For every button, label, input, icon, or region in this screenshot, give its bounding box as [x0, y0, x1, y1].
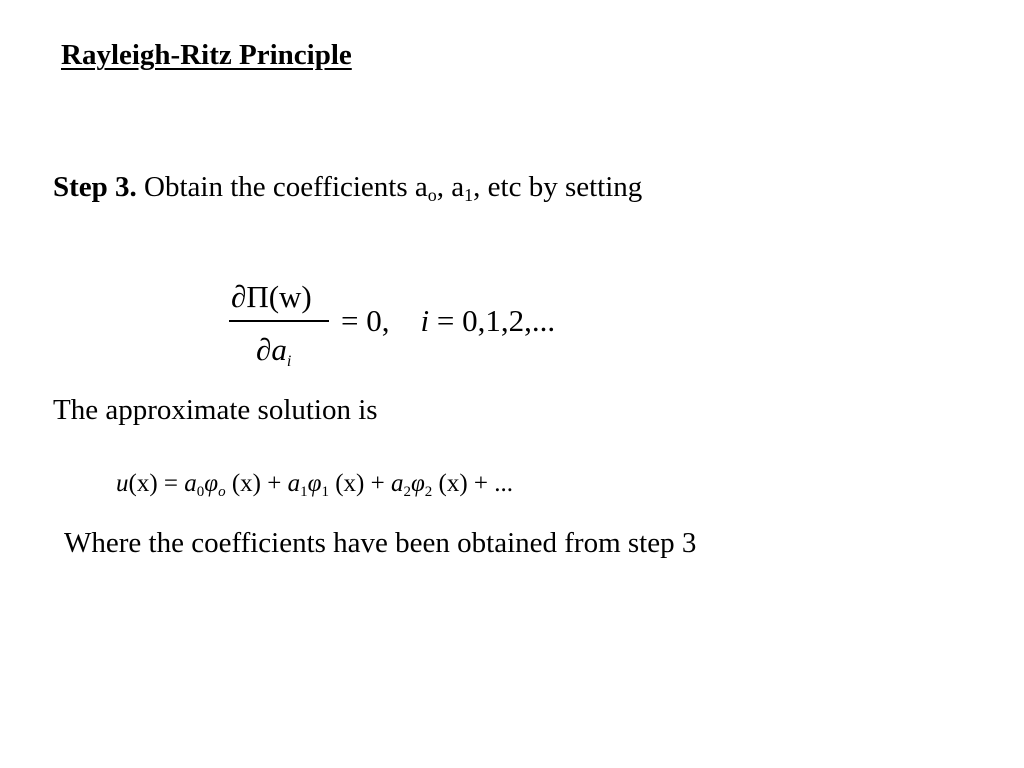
a2-sub: 2 [403, 484, 411, 500]
closing-statement: Where the coefficients have been obtained from step 3 [64, 527, 697, 559]
step-instruction [53, 171, 642, 204]
fraction-denominator [256, 332, 291, 368]
term1-arg: (x) + [328, 470, 391, 497]
term2-arg: (x) + ... [432, 470, 514, 497]
denominator-sub: i [286, 353, 292, 370]
solution-intro: The approximate solution is [53, 394, 378, 426]
u-symbol: u [116, 470, 129, 497]
a0-sub: 0 [196, 484, 205, 500]
step-text-before: Obtain the coefficients a [136, 171, 428, 203]
lhs-arg: (x) = [128, 470, 185, 497]
a1-sub: 1 [300, 484, 308, 500]
step-text-after: , etc by setting [473, 171, 643, 203]
step-comma-a: , a [436, 171, 465, 203]
denominator-var: a [271, 332, 287, 367]
slide-title: Rayleigh-Ritz Principle [61, 39, 352, 71]
step-sub-1: 1 [464, 185, 474, 205]
term0-arg: (x) + [225, 470, 288, 497]
phi1-sub: 1 [321, 484, 329, 500]
phi2-symbol: φ [410, 470, 425, 497]
step-label: Step 3. [53, 171, 137, 203]
phi0-symbol: φ [204, 470, 219, 497]
step-sub-o: o [427, 185, 437, 205]
index-var: i [420, 303, 430, 338]
fraction-bar [229, 320, 329, 322]
equation-rhs [341, 303, 555, 339]
a1-symbol: a [287, 470, 301, 497]
a2-symbol: a [390, 470, 404, 497]
a0-symbol: a [184, 470, 197, 497]
fraction-numerator: ∂Π(w) [231, 279, 312, 314]
approximate-solution-equation [116, 470, 513, 498]
phi1-symbol: φ [307, 470, 322, 497]
index-values: = 0,1,2,... [429, 303, 556, 338]
equals-zero: = 0, [341, 303, 421, 338]
phi2-sub: 2 [424, 484, 433, 500]
phi0-sub: o [218, 484, 226, 500]
denominator-partial: ∂ [256, 332, 272, 367]
